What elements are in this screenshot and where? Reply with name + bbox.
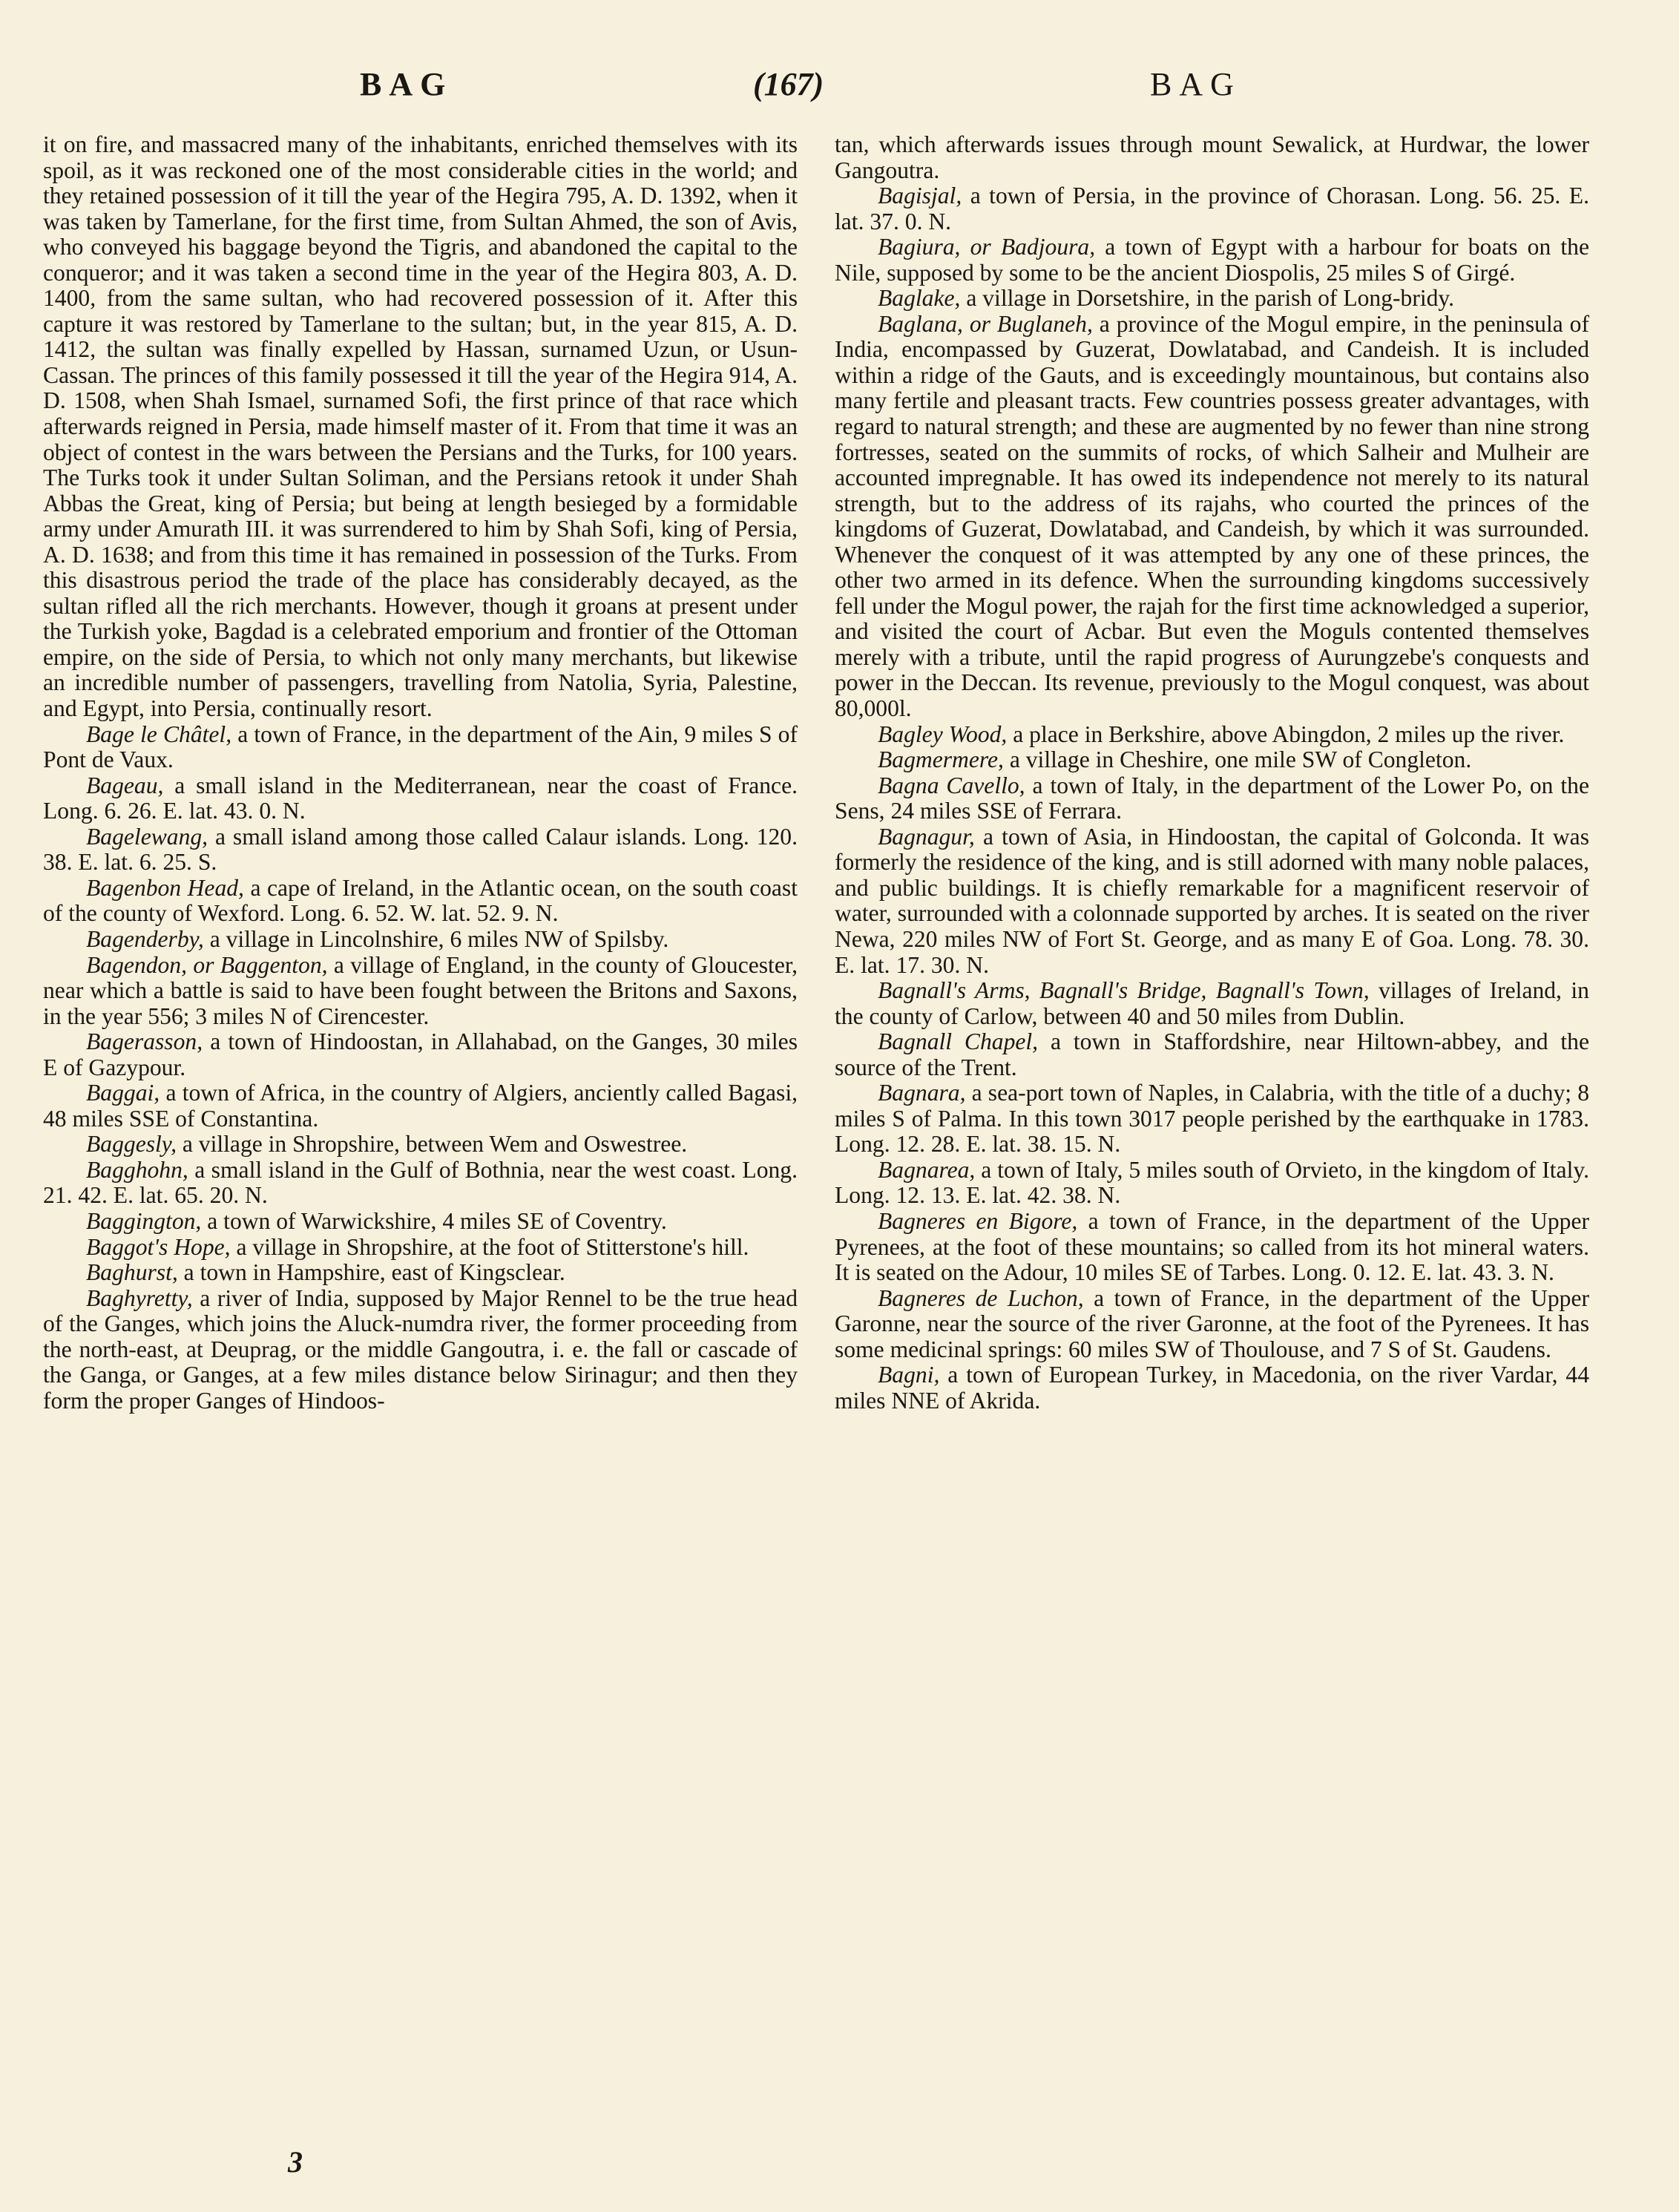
gazetteer-entry (835, 722, 1589, 748)
entry-text: a town of European Turkey, in Macedonia, on the river Vardar, 44 miles NNE of Akrida. (835, 1362, 1589, 1414)
gazetteer-entry (835, 312, 1589, 722)
entry-headword: Baglana, or Buglaneh, (878, 310, 1093, 337)
entry-headword: Bagnagur, (878, 823, 975, 850)
entry-headword: Baggington, (86, 1207, 202, 1234)
entry-text: a town of France, in the department of the Ain, 9 miles S of Pont de Vaux. (43, 721, 798, 773)
entry-headword: Bage le Châtel, (86, 721, 232, 747)
gazetteer-entry (43, 1260, 798, 1286)
entry-text: a sea-port town of Naples, in Calabria, with the title of a duchy; 8 miles S of Palma. In this town 3017 people perished by the earthquake in 1783. Long. 12. 28. E. lat. 38. 15. N. (835, 1080, 1589, 1158)
entry-text: a town in Staffordshire, near Hiltown-abbey, and the source of the Trent. (835, 1028, 1589, 1080)
page-number: (167) (753, 66, 824, 102)
entry-text: a town of France, in the department of the Upper Pyrenees, at the foot of these mountains; so called from its hot mineral waters. It is seated on the Adour, 10 miles SE of Tarbes. Long. 0. 12. E. lat. 43. 3. N. (835, 1207, 1590, 1286)
signature-mark: 3 (288, 2145, 303, 2179)
gazetteer-entry (43, 1080, 798, 1132)
gazetteer-entry (835, 1362, 1589, 1414)
gazetteer-entry (43, 1286, 798, 1414)
entry-text: a river of India, supposed by Major Rennel to be the true head of the Ganges, which joins the Aluck-numdra river, the former proceeding from the north-east, at Deuprag, or the middle Gangoutra, i. e. the fall or cascade of the Ganga, or Ganges, at a few miles distance below Sirinagur; and then they form the proper Ganges of Hindoos- (43, 1284, 798, 1414)
entry-text: a town of France, in the department of the Upper Garonne, near the source of the river Garonne, at the foot of the Pyrenees. It has some medicinal springs: 60 miles SW of Thoulouse, and 7 S of St. Gaudens. (835, 1284, 1589, 1362)
running-header (0, 65, 1679, 117)
entry-headword: Bagnarea, (878, 1156, 976, 1183)
entry-text: a town in Hampshire, east of Kingsclear. (177, 1259, 565, 1286)
right-entry-list (835, 183, 1589, 1414)
entry-headword: Baglake, (878, 285, 961, 312)
gazetteer-entry (835, 234, 1589, 286)
entry-headword: Bagneres en Bigore, (878, 1207, 1078, 1234)
gazetteer-entry (43, 876, 798, 927)
gazetteer-entry (43, 722, 798, 773)
entry-text: a province of the Mogul empire, in the peninsula of India, encompassed by Guzerat, Dowlatabad, and Candeish. It is included within a ridge of the Gauts, and is exceedingly mountainous, but contains also many fertile and pleasant tracts. Few countries possess greater advantages, with regard to natural strength; and these are augmented by no fewer than nine strong fortresses, seated on the summits of rocks, of which Salheir and Mulheir are accounted impregnable. It has owed its independence not merely to its natural strength, but to the address of its rajahs, who courted the princes of the kingdoms of Guzerat, Dowlatabad, and Candeish, by which it was surrounded. Whenever the conquest of it was attempted by any one of these princes, the other two armed in its defence. When the surrounding kingdoms successively fell under the Mogul power, the rajah for the first time acknowledged a superior, and visited the court of Acbar. But even the Moguls contented themselves merely with a tribute, until the rapid progress of Aurungzebe's conquests and power in the Deccan. Its revenue, previously to the Mogul conquest, was about 80,000l. (835, 310, 1589, 722)
gazetteer-entry (43, 1158, 798, 1209)
entry-headword: Bageau, (86, 772, 164, 798)
gazetteer-entry (835, 773, 1589, 824)
entry-headword: Bagelewang, (86, 823, 208, 850)
gazetteer-entry (43, 1029, 798, 1080)
gazetteer-entry (835, 183, 1589, 234)
gazetteer-entry (43, 1209, 798, 1235)
entry-text: a small island among those called Calaur islands. Long. 120. 38. E. lat. 6. 25. S. (43, 823, 798, 876)
entry-headword: Bagendon, or Baggenton, (86, 951, 328, 978)
gazetteer-entry (835, 824, 1589, 978)
entry-headword: Baggesly, (86, 1131, 177, 1158)
gazetteer-entry (835, 1209, 1589, 1286)
gazetteer-entry (835, 1286, 1589, 1363)
entry-text: a village in Shropshire, at the foot of Stitterstone's hill. (230, 1233, 749, 1260)
entry-text: a town of Warwickshire, 4 miles SE of Coventry. (201, 1207, 667, 1234)
left-column (43, 132, 798, 1414)
gazetteer-entry (43, 953, 798, 1030)
continuation-paragraph: tan, which afterwards issues through mount Sewalick, at Hurdwar, the lower Gangoutra. (835, 131, 1589, 183)
entry-headword: Bagnall's Arms, Bagnall's Bridge, Bagnall's Town, (878, 977, 1370, 1004)
entry-text: a town of Persia, in the province of Chorasan. Long. 56. 25. E. lat. 37. 0. N. (835, 183, 1589, 234)
gazetteer-entry (43, 1132, 798, 1158)
entry-headword: Baghurst, (86, 1259, 178, 1286)
entry-headword: Bagghohn, (86, 1156, 188, 1183)
entry-text: a cape of Ireland, in the Atlantic ocean, on the south coast of the county of Wexford. Long. 6. 52. W. lat. 52. 9. N. (43, 874, 798, 927)
entry-text: a small island in the Gulf of Bothnia, near the west coast. Long. 21. 42. E. lat. 65. 20. N. (43, 1156, 798, 1209)
entry-text: villages of Ireland, in the county of Carlow, between 40 and 50 miles from Dublin. (835, 977, 1589, 1029)
gazetteer-entry (835, 1029, 1589, 1080)
entry-text: a town of Africa, in the country of Algiers, anciently called Bagasi, 48 miles SSE of Constantina. (43, 1080, 798, 1132)
left-entry-list (43, 722, 798, 1414)
entry-headword: Bagmermere, (878, 746, 1004, 773)
entry-text: a village in Lincolnshire, 6 miles NW of Spilsby. (203, 925, 669, 952)
gazetteer-entry (835, 286, 1589, 312)
entry-headword: Baggai, (86, 1080, 160, 1106)
header-left-guide-word: BAG (360, 66, 453, 102)
entry-headword: Baghyretty, (86, 1284, 193, 1311)
entry-headword: Bagnara, (878, 1080, 966, 1106)
continuation-paragraph: it on fire, and massacred many of the inhabitants, enriched themselves with its spoil, as it was reckoned one of the most considerable cities in the world; and they retained possession of it till the year of the Hegira 795, A. D. 1392, when it was taken by Tamerlane, for the first time, from Sultan Ahmed, the son of Avis, who conveyed his baggage beyond the Tigris, and abandoned the capital to the conqueror; and it was taken a second time in the year of the Hegira 803, A. D. 1400, from the same sultan, who had recovered possession of it. After this capture it was restored by Tamerlane to the sultan; but, in the year 815, A. D. 1412, the sultan was finally expelled by Hassan, surnamed Uzun, or Usun-Cassan. The princes of this family possessed it till the year of the Hegira 914, A. D. 1508, when Shah Ismael, surnamed Sofi, the first prince of that race which afterwards reigned in Persia, made himself master of it. From that time it was an object of contest in the wars between the Persians and the Turks, for 100 years. The Turks took it under Sultan Soliman, and the Persians retook it under Shah Abbas the Great, king of Persia; but being at length besieged by a formidable army under Amurath III. it was surrendered to him by Shah Sofi, king of Persia, A. D. 1638; and from this time it has remained in possession of the Turks. From this disastrous period the trade of the place has considerably decayed, as the sultan rifled all the rich merchants. However, though it groans at present under the Turkish yoke, Bagdad is a celebrated emporium and frontier of the Ottoman empire, on the side of Persia, to which not only many merchants, but likewise an incredible number of passengers, travelling from Natolia, Syria, Palestine, and Egypt, into Persia, continually resort. (43, 131, 798, 722)
entry-text: a town of Asia, in Hindoostan, the capital of Golconda. It was formerly the residence of the king, and is still adorned with many noble palaces, and public buildings. It is chiefly remarkable for a magnificent reservoir of water, surrounded with a colonnade supported by arches. It is seated on the river Newa, 220 miles NW of Fort St. George, and as many E of Goa. Long. 78. 30. E. lat. 17. 30. N. (835, 823, 1589, 978)
entry-text: a small island in the Mediterranean, near the coast of France. Long. 6. 26. E. lat. 43. 0. N. (43, 772, 798, 824)
gazetteer-entry (43, 1235, 798, 1261)
gazetteer-entry (835, 747, 1589, 773)
entry-text: a village in Cheshire, one mile SW of Congleton. (1003, 746, 1472, 773)
header-right-guide-word: BAG (1150, 66, 1241, 102)
entry-headword: Bagenderby, (86, 925, 204, 952)
entry-headword: Bagni, (878, 1362, 940, 1388)
entry-text: a village in Shropshire, between Wem and Oswestree. (176, 1131, 688, 1158)
entry-text: a town of Hindoostan, in Allahabad, on the Ganges, 30 miles E of Gazypour. (43, 1028, 798, 1080)
entry-text: a village in Dorsetshire, in the parish of Long-bridy. (960, 285, 1455, 312)
entry-text: a town of Egypt with a harbour for boats on the Nile, supposed by some to be the ancient Diospolis, 25 miles S of Girgé. (835, 234, 1589, 286)
entry-headword: Bagiura, or Badjoura, (878, 234, 1096, 260)
entry-text: a village of England, in the county of Gloucester, near which a battle is said to have been fought between the Britons and Saxons, in the year 556; 3 miles N of Cirencester. (43, 951, 798, 1029)
gazetteer-entry (835, 978, 1589, 1029)
entry-text: a town of Italy, 5 miles south of Orvieto, in the kingdom of Italy. Long. 12. 13. E. lat. 42. 38. N. (835, 1156, 1589, 1209)
gazetteer-entry (43, 773, 798, 824)
entry-headword: Bagnall Chapel, (878, 1028, 1039, 1055)
gazetteer-entry (43, 927, 798, 953)
entry-headword: Bagley Wood, (878, 721, 1008, 747)
gazetteer-entry (43, 824, 798, 876)
entry-text: a town of Italy, in the department of the Lower Po, on the Sens, 24 miles SSE of Ferrara. (835, 772, 1589, 824)
entry-text: a place in Berkshire, above Abingdon, 2 miles up the river. (1007, 721, 1565, 747)
entry-headword: Baggot's Hope, (86, 1233, 231, 1260)
gazetteer-entry (835, 1158, 1589, 1209)
gazetteer-entry (835, 1080, 1589, 1158)
entry-headword: Bagenbon Head, (86, 874, 244, 901)
entry-headword: Bagna Cavello, (878, 772, 1025, 798)
right-column (835, 132, 1589, 1414)
entry-headword: Bagisjal, (878, 183, 962, 209)
entry-headword: Bagerasson, (86, 1028, 203, 1055)
entry-headword: Bagneres de Luchon, (878, 1284, 1084, 1311)
